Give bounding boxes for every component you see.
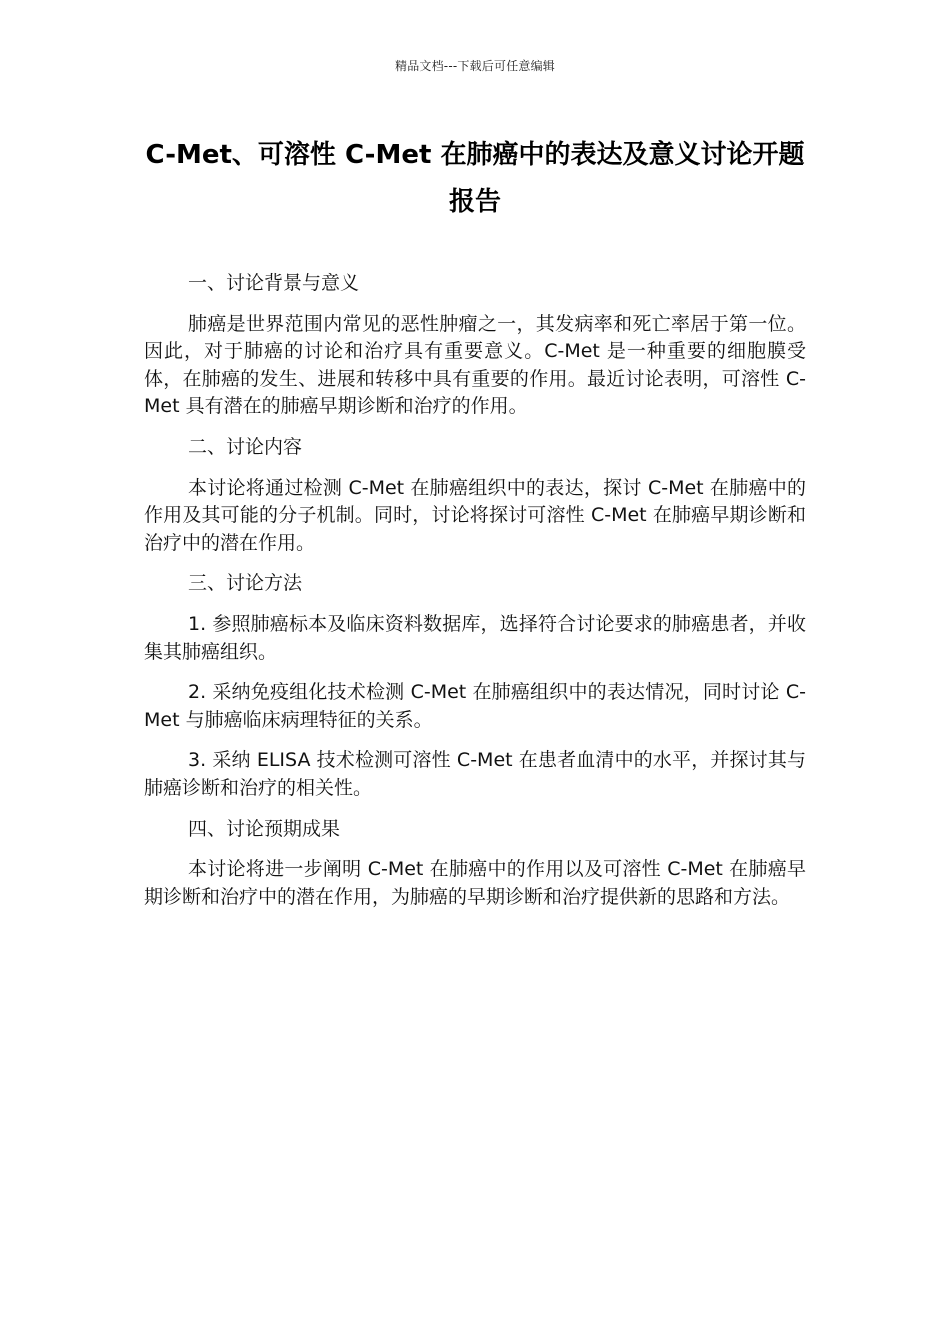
paragraph: 肺癌是世界范围内常见的恶性肿瘤之一，其发病率和死亡率居于第一位。因此，对于肺癌的讨论和治疗具有重要意义。C-Met 是一种重要的细胞膜受体，在肺癌的发生、进展和转移中具有重要的作用。最近讨论表明，可溶性 C-Met 具有潜在的肺癌早期诊断和治疗的作用。 (144, 312, 806, 418)
section-background (144, 270, 806, 421)
section-heading: 一、讨论背景与意义 (188, 272, 360, 294)
section-expected-results (144, 816, 806, 912)
method-item-3: 3. 采纳 ELISA 技术检测可溶性 C-Met 在患者血清中的水平，并探讨其与肺癌诊断和治疗的相关性。 (144, 749, 806, 799)
paragraph: 本讨论将通过检测 C-Met 在肺癌组织中的表达，探讨 C-Met 在肺癌中的作用及其可能的分子机制。同时，讨论将探讨可溶性 C-Met 在肺癌早期诊断和治疗中的潜在作用。 (144, 476, 806, 554)
document-title: C-Met、可溶性 C-Met 在肺癌中的表达及意义讨论开题报告 (145, 140, 805, 217)
document-body (144, 270, 806, 924)
section-content (144, 434, 806, 557)
section-heading: 三、讨论方法 (188, 572, 303, 595)
header-note: 精品文档---下载后可任意编辑 (395, 59, 555, 73)
paragraph: 本讨论将进一步阐明 C-Met 在肺癌中的作用以及可溶性 C-Met 在肺癌早期诊断和治疗中的潜在作用，为肺癌的早期诊断和治疗提供新的思路和方法。 (144, 858, 806, 908)
section-heading: 二、讨论内容 (188, 435, 303, 458)
section-heading: 四、讨论预期成果 (188, 817, 341, 840)
section-methods (144, 570, 806, 802)
method-item-2: 2. 采纳免疫组化技术检测 C-Met 在肺癌组织中的表达情况，同时讨论 C-Met 与肺癌临床病理特征的关系。 (144, 681, 806, 731)
method-item-1: 1. 参照肺癌标本及临床资料数据库，选择符合讨论要求的肺癌患者，并收集其肺癌组织。 (144, 612, 806, 663)
